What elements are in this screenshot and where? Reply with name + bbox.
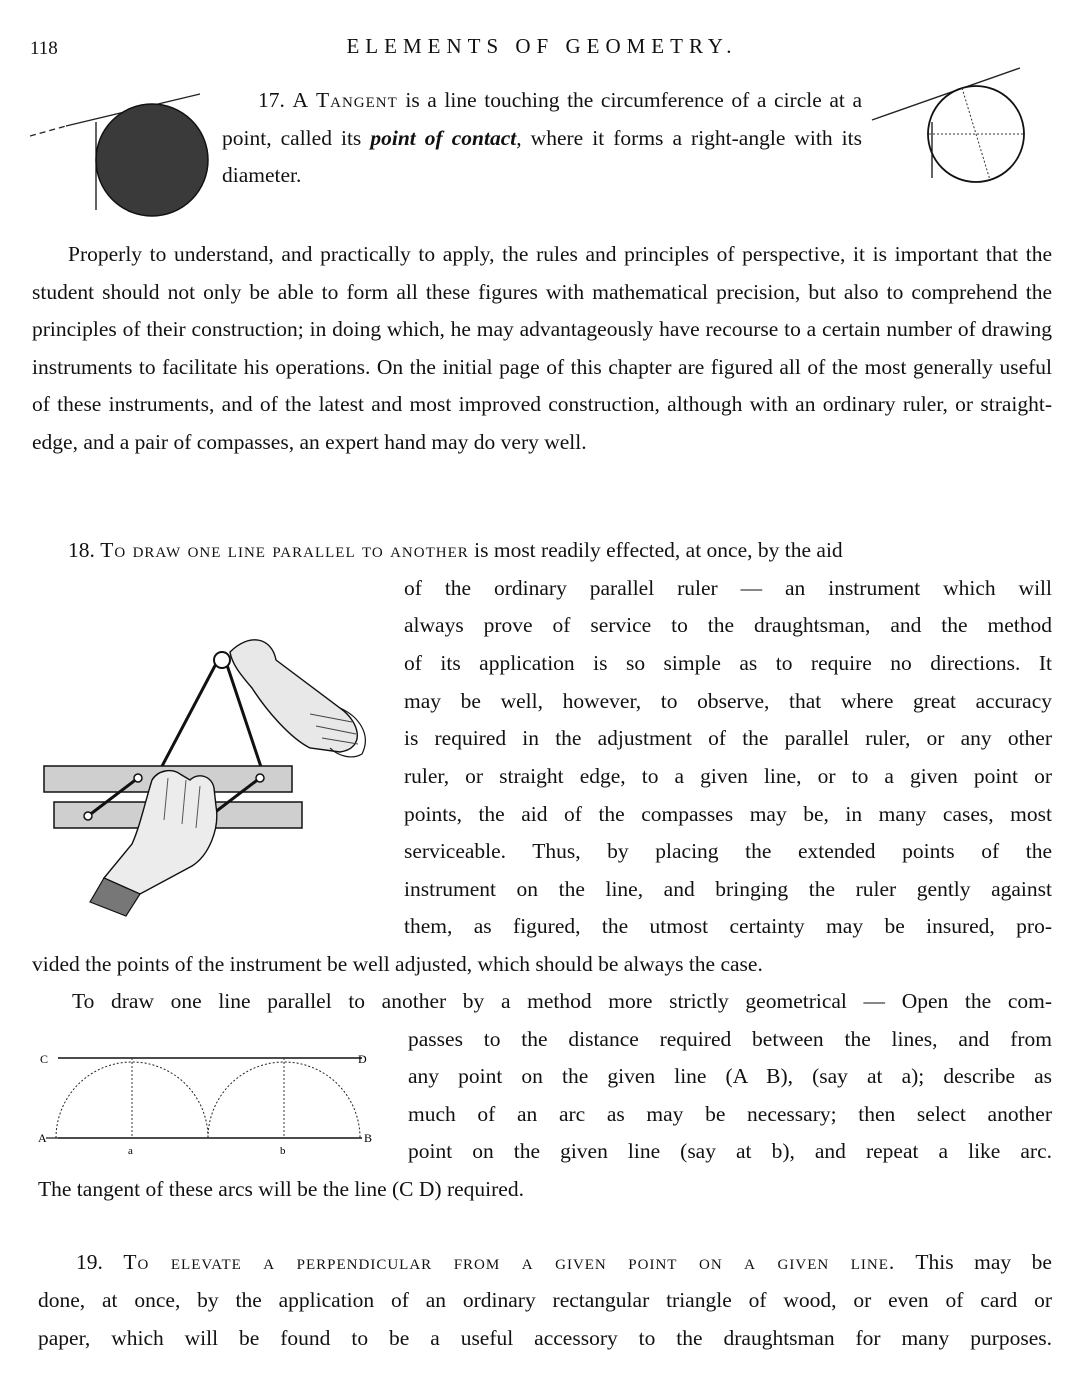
section-19-line-1: done, at once, by the application of an ordinary rectangular triangle of wood, or even of card or	[38, 1288, 1052, 1312]
section-17-text-2: , where it forms a right-angle with its diameter.	[222, 125, 862, 188]
section-17-heading: A Tangent	[292, 88, 398, 112]
section-18-lead-line	[32, 532, 1052, 570]
geometric-method-line-1: passes to the distance required between the lines, and from	[408, 1027, 1052, 1051]
geometric-method-first-line: To draw one line parallel to another by a method more strictly geometrical — Open the com-	[72, 989, 1052, 1013]
label-d: D	[358, 1052, 367, 1066]
section-19-line-2: paper, which will be found to be a useful accessory to the draughtsman for many purposes.	[38, 1326, 1052, 1350]
geometric-method-closing-line: The tangent of these arcs will be the line (C D) required.	[38, 1177, 524, 1201]
section-17-paragraph	[222, 82, 862, 195]
label-b-upper: B	[364, 1131, 373, 1145]
label-a-upper: A	[38, 1131, 47, 1145]
section-18-line-6: ruler, or straight edge, to a given line, or to a given point or	[404, 764, 1052, 788]
section-17-text-1: is a line touching the circumference of a circle at a point, called its	[222, 88, 863, 150]
perspective-paragraph: Properly to understand, and practically to apply, the rules and principles of perspective, it is important that the student should not only be able to form all these figures with mathematical precision, but also to comprehend the principles of their construction; in doing which, he may advantageously have recourse to a certain number of drawing instruments to facilitate his operations. On the initial page of this chapter are figured all of the most generally useful of these instruments, and of the latest and most improved construction, although with an ordinary ruler, or straight-edge, and a pair of compasses, an expert hand may do very well.	[32, 242, 1052, 454]
section-19-first-line	[38, 1244, 1052, 1282]
label-a-lower: a	[128, 1145, 133, 1157]
section-19-line-0: This may be	[915, 1250, 1052, 1274]
section-18-line-8: serviceable. Thus, by placing the extended points of the	[404, 839, 1052, 863]
outline-circle-tangent-figure	[862, 62, 1032, 202]
section-18-line-10: them, as figured, the utmost certainty may be insured, pro-	[404, 914, 1052, 938]
section-18-line-4: may be well, however, to observe, that where great accuracy	[404, 689, 1052, 713]
section-18-line-2: always prove of service to the draughtsman, and the method	[404, 613, 1052, 637]
section-18-line-5: is required in the adjustment of the parallel ruler, or any other	[404, 726, 1052, 750]
section-18-heading: To draw one line parallel to another	[100, 538, 469, 562]
running-title: ELEMENTS OF GEOMETRY.	[346, 34, 738, 58]
geometric-method-line-4: point on the given line (say at b), and repeat a like arc.	[408, 1139, 1052, 1163]
section-18-line-9: instrument on the line, and bringing the ruler gently against	[404, 877, 1052, 901]
section-18-closing-line: vided the points of the instrument be well adjusted, which should be always the case.	[32, 952, 763, 976]
page-header	[30, 34, 1054, 64]
section-18-lead-text: is most readily effected, at once, by the aid	[468, 538, 843, 562]
section-17-number: 17.	[258, 88, 285, 112]
section-18-line-3: of its application is so simple as to require no directions. It	[404, 651, 1052, 675]
section-18-number: 18.	[68, 538, 95, 562]
label-c: C	[40, 1052, 49, 1066]
geometric-method-line-2: any point on the given line (A B), (say at a); describe as	[408, 1064, 1052, 1088]
section-19-number: 19.	[76, 1250, 103, 1274]
section-19-heading: To elevate a perpendicular from a given point on a given line.	[123, 1250, 896, 1274]
section-18-line-1: of the ordinary parallel ruler — an instrument which will	[404, 576, 1052, 600]
section-18-line-7: points, the aid of the compasses may be, in many cases, most	[404, 802, 1052, 826]
label-b-lower: b	[280, 1145, 286, 1157]
point-of-contact-term: point of contact	[370, 125, 517, 150]
geometric-method-line-3: much of an arc as may be necessary; then select another	[408, 1102, 1052, 1126]
page-number: 118	[30, 38, 58, 59]
filled-circle-tangent-figure	[30, 92, 220, 222]
arc-construction-figure	[36, 1044, 382, 1160]
parallel-ruler-figure	[40, 630, 380, 920]
